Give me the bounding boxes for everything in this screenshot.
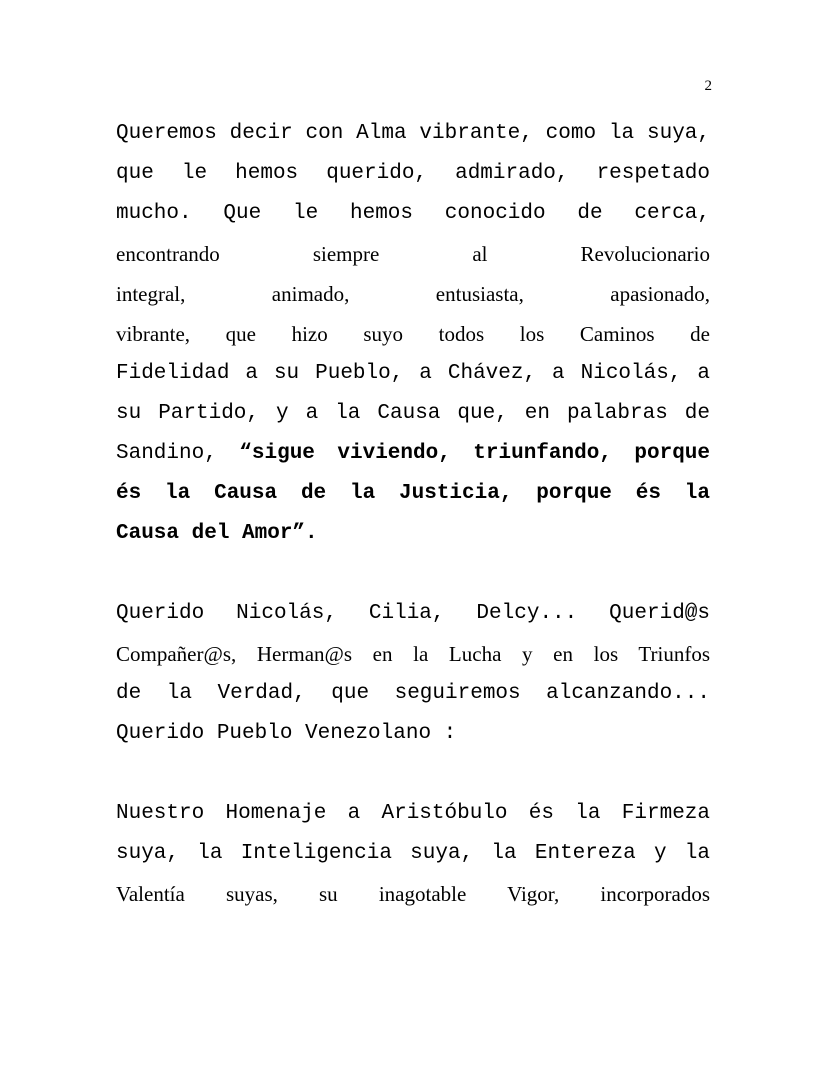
text-line: Nuestro Homenaje a Aristóbulo és la Firmeza [116,802,710,825]
text-line: Compañer@s, Herman@s en la Lucha y en los Triunfos [116,642,710,666]
paragraph-homage [116,794,710,914]
text-line: encontrando siempre al Revolucionario [116,242,710,266]
text-line: de la Verdad, que seguiremos alcanzando... [116,682,710,705]
text-line: que le hemos querido, admirado, respetado [116,162,710,185]
text-line: mucho. Que le hemos conocido de cerca, [116,202,710,225]
paragraph-salutation [116,594,710,754]
paragraph-homage-intro [116,114,710,554]
text-line: vibrante, que hizo suyo todos los Caminos de [116,322,710,346]
text-line: Fidelidad a su Pueblo, a Chávez, a Nicolás, a [116,362,710,385]
text-line: Valentía suyas, su inagotable Vigor, incorporados [116,882,710,906]
text-line: su Partido, y a la Causa que, en palabras de [116,402,710,425]
page-number: 2 [704,78,712,94]
sandino-quote: “sigue viviendo, triunfando, porque [239,442,710,465]
text-line: Queremos decir con Alma vibrante, como la suya, [116,122,710,145]
sandino-quote: és la Causa de la Justicia, porque és la [116,482,710,505]
text-line-with-quote [116,434,710,474]
text-prefix: Sandino, [116,442,240,465]
sandino-quote: Causa del Amor”. [116,522,318,545]
text-line: suya, la Inteligencia suya, la Entereza y la [116,842,710,865]
text-line: integral, animado, entusiasta, apasionado, [116,282,710,306]
text-line: Querido Pueblo Venezolano : [116,722,457,745]
text-line: Querido Nicolás, Cilia, Delcy... Querid@s [116,602,710,625]
